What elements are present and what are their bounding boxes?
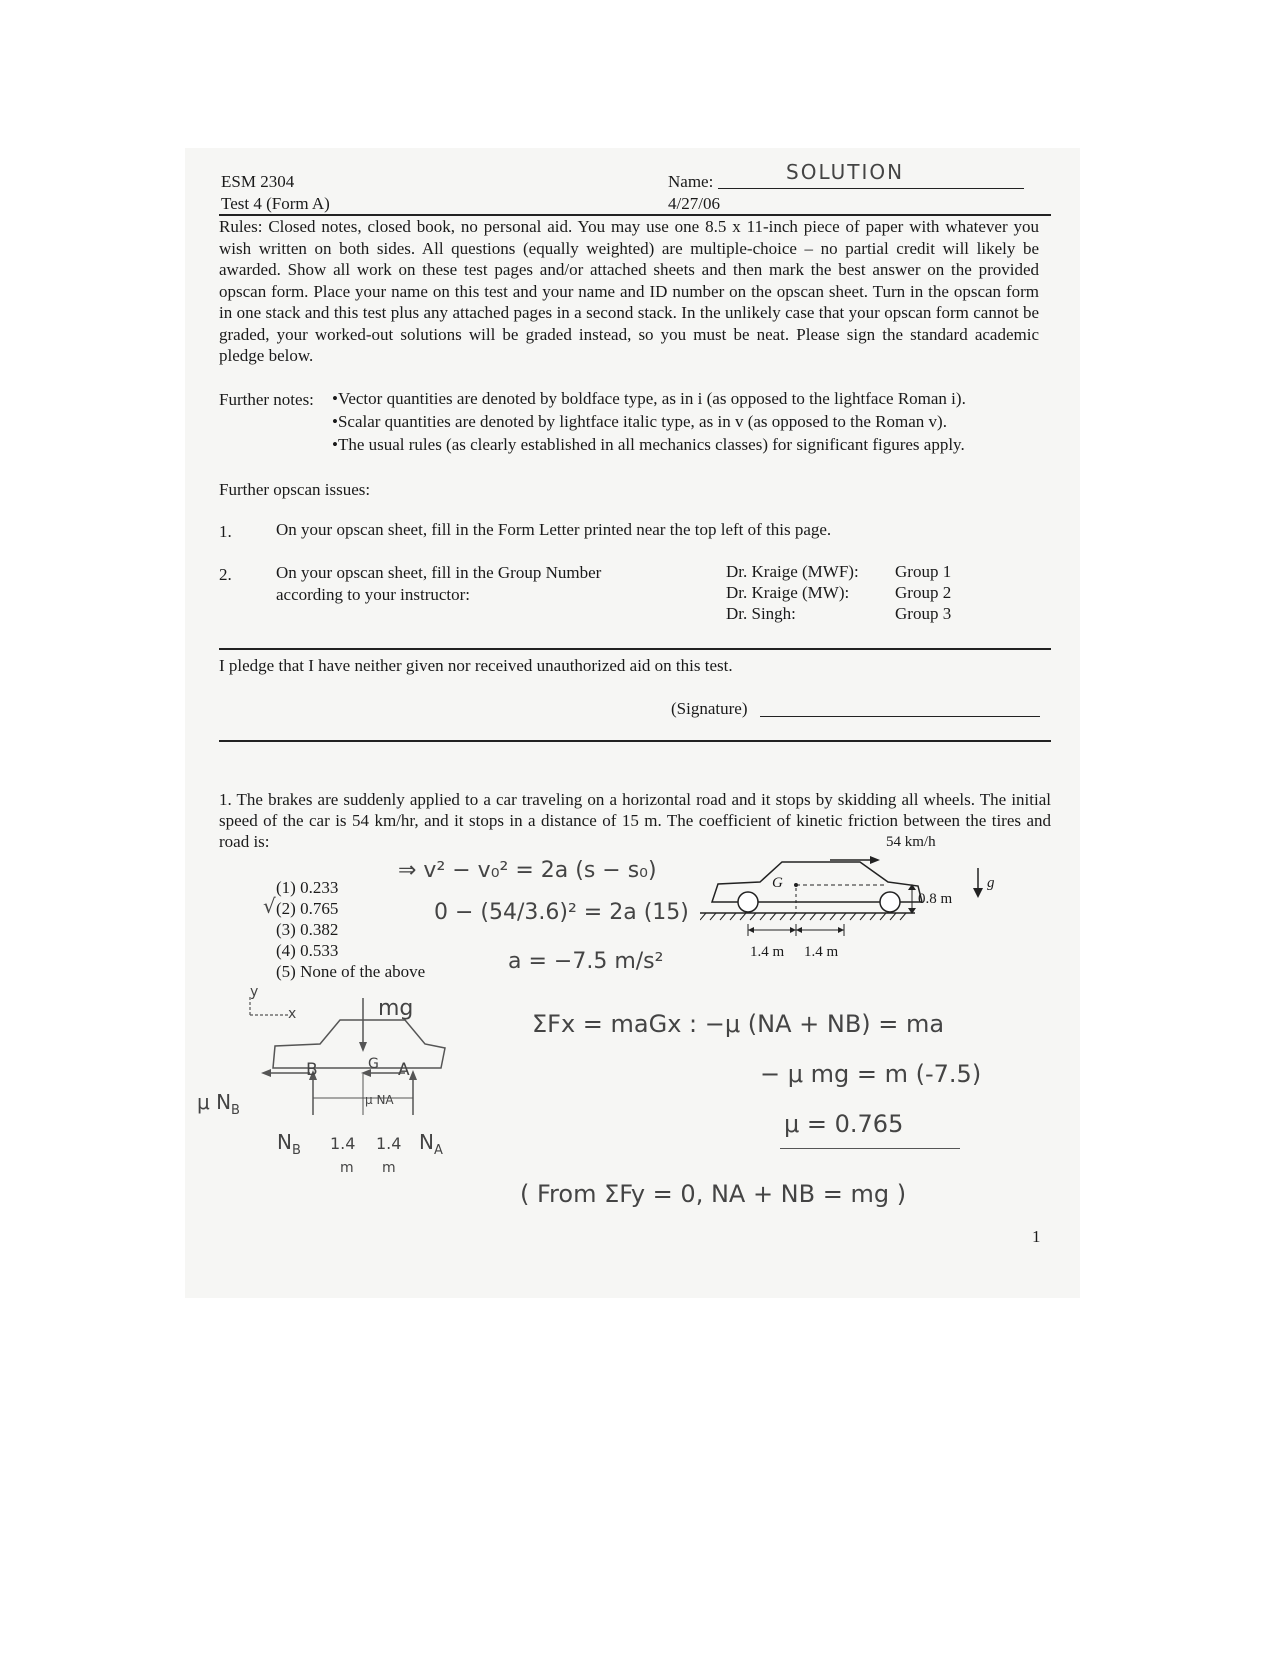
note-scalar: •Scalar quantities are denoted by lightface italic type, as in v (as opposed to the Roman v). (332, 412, 947, 431)
kinematics-equation: ⇒ v² − v₀² = 2a (s − s₀) (398, 858, 657, 883)
speed-label: 54 km/h (886, 834, 936, 850)
pledge-top-rule (219, 648, 1051, 650)
equation-mu-mg: − μ mg = m (-7.5) (760, 1060, 982, 1088)
check-mark-icon: √ (263, 894, 276, 918)
kinematics-substitution: 0 − (54/3.6)² = 2a (15) (434, 900, 689, 925)
acceleration-result: a = −7.5 m/s² (508, 949, 664, 974)
group-3: Group 3 (895, 604, 952, 623)
option-4[interactable]: (4) 0.533 (276, 941, 339, 960)
normal-a-label (419, 1130, 443, 1158)
opscan-heading: Further opscan issues: (219, 480, 371, 499)
signature-line[interactable] (760, 716, 1040, 717)
distance-left-label: 1.4 m (750, 944, 785, 960)
gravity-label: g (987, 875, 995, 891)
normal-b-label (277, 1130, 301, 1158)
course-code: ESM 2304 (221, 172, 295, 191)
friction-b-subscript: B (231, 1103, 240, 1118)
fbd-point-g: G (368, 1056, 379, 1072)
page-number: 1 (1032, 1227, 1041, 1246)
center-of-mass-label: G (772, 875, 783, 891)
option-5[interactable]: (5) None of the above (276, 962, 426, 981)
question-1-text: 1. The brakes are suddenly applied to a car traveling on a horizontal road and it stops by skidding all wheels. The initial speed of the car is 54 km/hr, and it stops in a distance of 15 m. The coefficient of kinetic friction between the tires and road is: (219, 790, 1051, 851)
instructor-singh: Dr. Singh: (726, 604, 796, 623)
fbd-point-b: B (306, 1060, 318, 1080)
option-1[interactable]: (1) 0.233 (276, 878, 339, 897)
opscan-item1-text: On your opscan sheet, fill in the Form Letter printed near the top left of this page. (276, 520, 832, 539)
opscan-item2-line2: according to your instructor: (276, 585, 471, 604)
opscan-item2-line1: On your opscan sheet, fill in the Group Number (276, 563, 602, 582)
signature-label: (Signature) (671, 699, 748, 718)
equation-sum-fx: ΣFx = maGx : −μ (NA + NB) = ma (532, 1010, 945, 1038)
normal-b-subscript: B (291, 1143, 301, 1158)
opscan-item2-number: 2. (219, 565, 232, 584)
equation-sum-fy: ( From ΣFy = 0, NA + NB = mg ) (520, 1180, 907, 1208)
further-notes-label: Further notes: (219, 390, 314, 409)
rules-paragraph (219, 216, 1039, 367)
test-title: Test 4 (Form A) (221, 194, 330, 213)
fbd-x-axis-label: x (288, 1006, 297, 1022)
pledge-text: I pledge that I have neither given nor received unauthorized aid on this test. (219, 656, 733, 675)
fbd-unit-left: m (340, 1160, 354, 1176)
fbd-weight-label: mg (378, 996, 414, 1021)
answer-underline (780, 1148, 960, 1149)
height-label: 0.8 m (918, 891, 953, 907)
rear-wheel (738, 892, 758, 912)
option-2[interactable]: (2) 0.765 (276, 899, 339, 918)
front-wheel (880, 892, 900, 912)
fbd-distance-left: 1.4 (330, 1134, 356, 1153)
normal-b-text: N (277, 1130, 292, 1154)
option-3[interactable]: (3) 0.382 (276, 920, 339, 939)
fbd-y-axis-label: y (250, 984, 259, 1000)
test-date: 4/27/06 (668, 194, 720, 213)
group-2: Group 2 (895, 583, 952, 602)
rules-text: Rules: Closed notes, closed book, no personal aid. You may use one 8.5 x 11-inch piece of paper with whatever you wish written on both sides. All questions (equally weighted) are multiple-choice – no partial credit will likely be awarded. Show all work on these test pages and/or attached sheets and then mark the best answer on the provided opscan form. Place your name on this test and your name and ID number on the opscan sheet. Turn in the opscan form in one stack and this test plus any attached pages in a second stack. In the unlikely case that your opscan form cannot be graded, your worked-out solutions will be graded instead, so you must be neat. Please sign the standard academic pledge below. (219, 217, 1039, 365)
friction-b-text: μ N (197, 1090, 232, 1114)
name-value: SOLUTION (786, 160, 905, 184)
name-label: Name: (668, 172, 714, 191)
car-diagram (700, 840, 1000, 970)
pledge-bottom-rule (219, 740, 1051, 742)
instructor-kraige-mw: Dr. Kraige (MW): (726, 583, 850, 602)
opscan-item1-number: 1. (219, 522, 232, 541)
fbd-point-a: A (398, 1060, 410, 1080)
normal-a-text: N (419, 1130, 434, 1154)
instructor-kraige-mwf: Dr. Kraige (MWF): (726, 562, 859, 581)
free-body-diagram (245, 990, 455, 1140)
normal-a-subscript: A (433, 1143, 443, 1158)
group-1: Group 1 (895, 562, 952, 581)
answer-mu: μ = 0.765 (784, 1110, 904, 1138)
note-sigfigs: •The usual rules (as clearly established in all mechanics classes) for significant figures apply. (332, 435, 965, 454)
friction-a-label: μ NA (365, 1093, 394, 1107)
note-vector: •Vector quantities are denoted by boldface type, as in i (as opposed to the lightface Roman i). (332, 389, 966, 408)
fbd-distance-right: 1.4 (376, 1134, 402, 1153)
name-line (718, 188, 1024, 189)
distance-right-label: 1.4 m (804, 944, 839, 960)
friction-b-label (197, 1090, 240, 1118)
fbd-unit-right: m (382, 1160, 396, 1176)
